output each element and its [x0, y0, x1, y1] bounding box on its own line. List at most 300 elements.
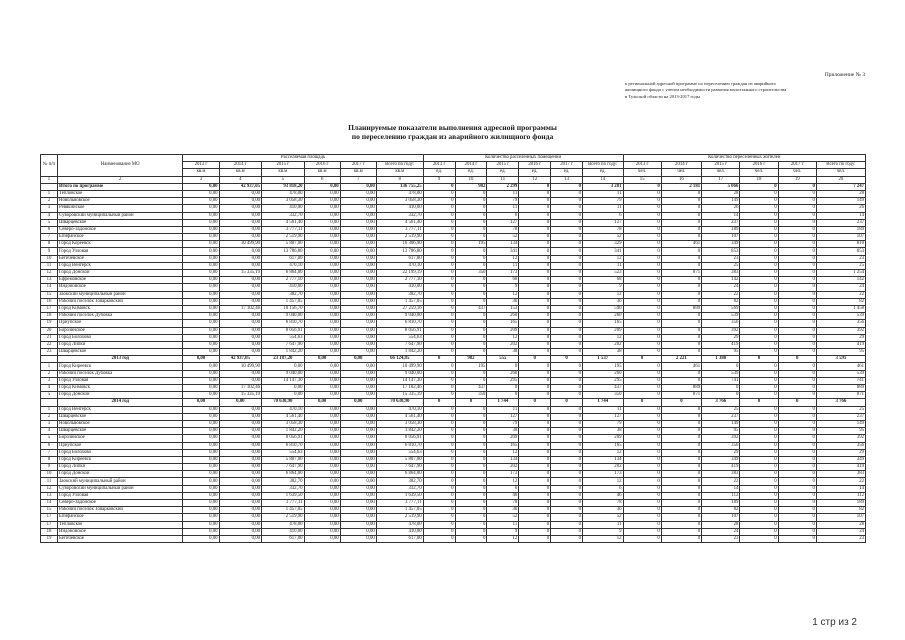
cell-value: 0,00	[304, 442, 340, 449]
row-number: 16	[41, 298, 58, 305]
header-unit: чел.	[661, 169, 701, 176]
cell-value: 0	[519, 528, 551, 535]
cell-value: 0	[661, 413, 701, 420]
cell-value: 52	[487, 234, 519, 241]
cell-value: 0	[551, 305, 583, 312]
cell-value: 22 199,19	[376, 270, 423, 277]
cell-value: 0,00	[304, 370, 340, 377]
municipality-name: Индоновское	[58, 528, 183, 535]
cell-value: 0	[423, 377, 455, 384]
cell-value: 0	[623, 284, 661, 291]
cell-value: 0	[551, 190, 583, 197]
cell-value: 8 056,91	[262, 435, 305, 442]
cell-value: 4 561,40	[376, 413, 423, 420]
cell-value: 0	[519, 262, 551, 269]
cell-value: 0	[455, 406, 487, 413]
row-number: 10	[41, 255, 58, 262]
row-number: 17	[41, 514, 58, 521]
cell-value: 356	[816, 320, 865, 327]
cell-value: 0,00	[219, 234, 262, 241]
cell-value: 68	[487, 277, 519, 284]
cell-value: 0	[661, 341, 701, 348]
cell-value: 0	[519, 478, 551, 485]
cell-value: 0	[519, 255, 551, 262]
row-number: 13	[41, 277, 58, 284]
cell-value: 0,00	[183, 377, 219, 384]
cell-value: 0	[519, 399, 551, 406]
cell-value: 0	[519, 241, 551, 248]
cell-value: 0	[623, 298, 661, 305]
cell-value: 0	[740, 270, 778, 277]
cell-value: 2 221	[661, 356, 701, 363]
cell-value: 356	[702, 320, 740, 327]
cell-value: 0,00	[340, 219, 376, 226]
cell-value: 0	[778, 327, 816, 334]
cell-value: 173	[487, 270, 519, 277]
cell-value: 419	[816, 464, 865, 471]
cell-value: 36	[583, 298, 623, 305]
cell-value: 12	[583, 255, 623, 262]
column-number: 15	[623, 176, 661, 183]
cell-value: 0	[740, 377, 778, 384]
cell-value: 0	[551, 399, 583, 406]
table-row	[41, 298, 866, 305]
cell-value: 70 630,90	[262, 399, 305, 406]
municipality-name: Шварцевское	[58, 349, 183, 356]
cell-value: 0	[778, 305, 816, 312]
cell-value: 0	[740, 356, 778, 363]
cell-value: 0,00	[219, 219, 262, 226]
table-body	[41, 183, 866, 542]
cell-value: 356	[816, 442, 865, 449]
municipality-name: Суворовский муниципальный район	[58, 212, 183, 219]
cell-value: 8 056,91	[262, 327, 305, 334]
cell-value: 0,00	[304, 485, 340, 492]
cell-value: 11	[487, 521, 519, 528]
cell-value: 0	[423, 305, 455, 312]
cell-value: 0	[623, 514, 661, 521]
cell-value: 0	[519, 413, 551, 420]
cell-value: 0,00	[219, 190, 262, 197]
cell-value: 0	[623, 248, 661, 255]
cell-value: 0	[455, 413, 487, 420]
cell-value: 0,00	[304, 212, 340, 219]
cell-value: 0	[519, 428, 551, 435]
municipality-name: Город Киреевск	[58, 456, 183, 463]
cell-value: 419	[702, 464, 740, 471]
cell-value: 0,00	[304, 449, 340, 456]
cell-value: 127	[487, 219, 519, 226]
cell-value: 0,00	[340, 341, 376, 348]
column-number: 1	[41, 176, 58, 183]
cell-value: 0	[623, 449, 661, 456]
cell-value: 5 807,00	[262, 456, 305, 463]
header-year: 2016 г	[304, 162, 340, 169]
cell-value: 0	[423, 435, 455, 442]
cell-value: 0,00	[340, 234, 376, 241]
cell-value: 554,63	[262, 449, 305, 456]
cell-value: 0	[551, 183, 583, 190]
cell-value: 461	[661, 241, 701, 248]
table-row	[41, 334, 866, 341]
cell-value: 0	[423, 313, 455, 320]
table-row	[41, 535, 866, 542]
cell-value: 0	[623, 363, 661, 370]
cell-value: 0,00	[340, 327, 376, 334]
cell-value: 0	[423, 183, 455, 190]
header-total: Всего по году:	[376, 162, 423, 169]
cell-value: 0,00	[340, 442, 376, 449]
cell-value: 25	[702, 406, 740, 413]
header-unit: чел.	[702, 169, 740, 176]
page-counter: 1 стр из 2	[812, 617, 857, 628]
cell-value: 0	[551, 413, 583, 420]
cell-value: 0	[423, 198, 455, 205]
cell-value: 189	[816, 226, 865, 233]
cell-value: 0	[519, 349, 551, 356]
cell-value: 23	[702, 255, 740, 262]
table-row	[41, 456, 866, 463]
cell-value: 410,00	[376, 528, 423, 535]
cell-value: 78	[487, 226, 519, 233]
column-number: 20	[816, 176, 865, 183]
cell-value: 0	[661, 528, 701, 535]
cell-value: 28	[702, 521, 740, 528]
cell-value: 12	[487, 449, 519, 456]
table-header	[41, 155, 866, 184]
municipality-name: Борозинское	[58, 435, 183, 442]
header-unit: кв.м	[304, 169, 340, 176]
cell-value: 0	[661, 370, 701, 377]
appendix-line: в Тульской области на 2013-2017 годы	[625, 93, 700, 99]
cell-value: 237	[702, 219, 740, 226]
table-row	[41, 262, 866, 269]
cell-value: 0	[661, 435, 701, 442]
cell-value: 0,00	[183, 507, 219, 514]
cell-value: 22	[702, 291, 740, 298]
cell-value: 0,00	[340, 205, 376, 212]
cell-value: 554,63	[376, 449, 423, 456]
cell-value: 0	[778, 471, 816, 478]
cell-value: 202	[487, 464, 519, 471]
cell-value: 382,70	[262, 291, 305, 298]
cell-value: 3 058,30	[376, 198, 423, 205]
cell-value: 0,00	[219, 478, 262, 485]
header-unit: кв.м	[376, 169, 423, 176]
cell-value: 79	[487, 420, 519, 427]
cell-value: 0	[551, 420, 583, 427]
column-number: 5	[262, 176, 305, 183]
cell-value: 0	[623, 399, 661, 406]
cell-value: 0	[551, 277, 583, 284]
header-year: 2015 г	[262, 162, 305, 169]
cell-value: 0,00	[304, 406, 340, 413]
cell-value: 0,00	[304, 456, 340, 463]
cell-value: 478,00	[376, 190, 423, 197]
cell-value: 0	[551, 313, 583, 320]
cell-value: 0	[740, 255, 778, 262]
table-row	[41, 305, 866, 312]
cell-value: 0	[551, 449, 583, 456]
cell-value: 0,00	[340, 248, 376, 255]
cell-value: 0	[661, 255, 701, 262]
cell-value: 0,00	[183, 341, 219, 348]
cell-value: 10 499,90	[219, 241, 262, 248]
cell-value: 0	[623, 392, 661, 399]
cell-value: 0	[778, 485, 816, 492]
municipality-name: Город Донской	[58, 392, 183, 399]
cell-value: 3 766	[702, 399, 740, 406]
cell-value: 0	[519, 190, 551, 197]
cell-value: 0	[519, 198, 551, 205]
municipality-name: Город Кореевск	[58, 241, 183, 248]
cell-value: 6 810,70	[262, 320, 305, 327]
cell-value: 0,00	[219, 399, 262, 406]
cell-value: 0	[778, 500, 816, 507]
cell-value: 11	[583, 521, 623, 528]
table-row	[41, 485, 866, 492]
cell-value: 0	[702, 392, 740, 399]
cell-value: 0	[661, 313, 701, 320]
cell-value: 0	[661, 514, 701, 521]
cell-value: 95	[816, 349, 865, 356]
cell-value: 0	[778, 241, 816, 248]
cell-value: 0,00	[304, 385, 340, 392]
cell-value: 0,00	[340, 370, 376, 377]
cell-value: 68	[583, 277, 623, 284]
cell-value: 0	[551, 270, 583, 277]
cell-value: 0,00	[262, 392, 305, 399]
cell-value: 0,00	[304, 471, 340, 478]
cell-value: 392	[702, 435, 740, 442]
cell-value: 11	[487, 190, 519, 197]
table-row	[41, 363, 866, 370]
cell-value: 78	[583, 226, 623, 233]
cell-value: 10 499,90	[219, 363, 262, 370]
cell-value: 0	[623, 428, 661, 435]
cell-value: 0	[740, 449, 778, 456]
municipality-name: Рабочий поселок Товарковский	[58, 298, 183, 305]
cell-value: 0	[455, 399, 487, 406]
cell-value: 0	[551, 226, 583, 233]
row-number: 5	[41, 219, 58, 226]
row-number: 5	[41, 435, 58, 442]
municipality-name: Город Болохово	[58, 449, 183, 456]
header-total: Всего по году:	[816, 162, 865, 169]
cell-value: 0	[740, 349, 778, 356]
cell-value: 0	[778, 478, 816, 485]
cell-value: 7 647,90	[376, 464, 423, 471]
cell-value: 0	[455, 190, 487, 197]
cell-value: 0,00	[340, 464, 376, 471]
cell-value: 0,00	[340, 190, 376, 197]
municipality-name: Шварцевское	[58, 219, 183, 226]
cell-value: 0	[623, 356, 661, 363]
cell-value: 4 561,40	[376, 219, 423, 226]
cell-value: 0,00	[304, 363, 340, 370]
cell-value: 0	[455, 226, 487, 233]
cell-value: 0,00	[183, 392, 219, 399]
cell-value: 539	[816, 370, 865, 377]
cell-value: 0,00	[340, 392, 376, 399]
cell-value: 0,00	[340, 262, 376, 269]
cell-value: 0,00	[340, 420, 376, 427]
cell-value: 95	[816, 428, 865, 435]
cell-value: 9	[583, 284, 623, 291]
cell-value: 0	[740, 363, 778, 370]
cell-value: 0,00	[219, 442, 262, 449]
cell-value: 0	[551, 248, 583, 255]
cell-value: 0	[778, 349, 816, 356]
cell-value: 0	[455, 284, 487, 291]
cell-value: 173	[583, 471, 623, 478]
row-number: 17	[41, 305, 58, 312]
cell-value: 349	[702, 456, 740, 463]
cell-value: 0,00	[219, 413, 262, 420]
cell-value: 195	[455, 363, 487, 370]
municipality-name: Рабочий поселок Дубовка	[58, 313, 183, 320]
cell-value: 0,00	[304, 535, 340, 542]
cell-value: 9	[487, 284, 519, 291]
cell-value: 0	[455, 500, 487, 507]
table-row	[41, 471, 866, 478]
cell-value: 14 147,30	[376, 377, 423, 384]
cell-value: 0	[778, 442, 816, 449]
row-number: 21	[41, 334, 58, 341]
cell-value: 237	[816, 413, 865, 420]
cell-value: 0	[778, 406, 816, 413]
cell-value: 0,00	[304, 399, 340, 406]
cell-value: 38	[583, 428, 623, 435]
cell-value: 0,00	[219, 313, 262, 320]
cell-value: 0	[778, 449, 816, 456]
cell-value: 0,00	[219, 521, 262, 528]
header-year: 2014 г	[219, 162, 262, 169]
cell-value: 0	[623, 456, 661, 463]
cell-value: 0	[519, 363, 551, 370]
cell-value: 0,00	[219, 492, 262, 499]
cell-value: 0	[740, 385, 778, 392]
cell-value: 1 537	[583, 356, 623, 363]
header-year: 2013 г	[183, 162, 219, 169]
municipality-name: Город Кимовск	[58, 385, 183, 392]
cell-value: 0,00	[304, 305, 340, 312]
cell-value: 437	[455, 385, 487, 392]
cell-value: 6	[583, 485, 623, 492]
header-unit: ед.	[455, 169, 487, 176]
municipality-name: Итого по программе	[58, 183, 183, 190]
cell-value: 0,00	[183, 435, 219, 442]
cell-value: 1 458	[816, 305, 865, 312]
cell-value: 2 519,90	[262, 234, 305, 241]
cell-value: 1 457,05	[262, 298, 305, 305]
cell-value: 82	[816, 507, 865, 514]
cell-value: 0	[740, 492, 778, 499]
municipality-name: Город Болохово	[58, 334, 183, 341]
column-number: 2	[58, 176, 183, 183]
row-number: 1	[41, 406, 58, 413]
cell-value: 260	[487, 370, 519, 377]
cell-value: 3 777,11	[376, 500, 423, 507]
cell-value: 0	[551, 435, 583, 442]
cell-value: 0,00	[183, 284, 219, 291]
header-unit: ед.	[487, 169, 519, 176]
row-number: 3	[41, 377, 58, 384]
cell-value: 0	[519, 356, 551, 363]
cell-value: 142	[702, 277, 740, 284]
cell-value: 78	[583, 500, 623, 507]
cell-value: 6 864,00	[376, 471, 423, 478]
table-row	[41, 190, 866, 197]
cell-value: 0,00	[183, 428, 219, 435]
cell-value: 0	[455, 327, 487, 334]
cell-value: 28	[816, 521, 865, 528]
cell-value: 741	[702, 377, 740, 384]
table-row	[41, 270, 866, 277]
cell-value: 15 335,19	[219, 270, 262, 277]
cell-value: 0	[551, 349, 583, 356]
row-number: 9	[41, 248, 58, 255]
cell-value: 0,00	[219, 420, 262, 427]
cell-value: 0	[740, 226, 778, 233]
cell-value: 0	[623, 528, 661, 535]
cell-value: 0,00	[219, 449, 262, 456]
cell-value: 12	[583, 535, 623, 542]
cell-value: 0	[519, 535, 551, 542]
cell-value: 0,00	[340, 363, 376, 370]
cell-value: 0	[519, 492, 551, 499]
column-number: 4	[219, 176, 262, 183]
cell-value: 0	[423, 320, 455, 327]
cell-value: 0,00	[304, 284, 340, 291]
cell-value: 0	[623, 535, 661, 542]
cell-value: 0	[623, 507, 661, 514]
cell-value: 0	[661, 327, 701, 334]
cell-value: 15 335,19	[219, 392, 262, 399]
cell-value: 0	[551, 198, 583, 205]
appendix-line: к региональной адресной программе по переселению граждан из аварийного	[625, 81, 776, 87]
cell-value: 136 755,25	[376, 183, 423, 190]
table-row	[41, 241, 866, 248]
cell-value: 0,00	[304, 521, 340, 528]
cell-value: 0,00	[183, 349, 219, 356]
cell-value: 0	[455, 449, 487, 456]
cell-value: 0	[455, 521, 487, 528]
cell-value: 0	[623, 478, 661, 485]
cell-value: 13 786,80	[262, 248, 305, 255]
cell-value: 478,00	[262, 521, 305, 528]
cell-value: 0	[423, 341, 455, 348]
table-row	[41, 341, 866, 348]
cell-value: 0	[423, 521, 455, 528]
cell-value: 0	[623, 413, 661, 420]
cell-value: 0	[740, 327, 778, 334]
cell-value: 0,00	[183, 500, 219, 507]
column-number: 18	[740, 176, 778, 183]
row-number: 12	[41, 270, 58, 277]
cell-value: 0	[551, 492, 583, 499]
cell-value: 0,00	[304, 298, 340, 305]
cell-value: 0	[423, 298, 455, 305]
cell-value: 0	[740, 528, 778, 535]
municipality-name: Новольвовское	[58, 420, 183, 427]
table-row	[41, 291, 866, 298]
cell-value: 189	[816, 500, 865, 507]
column-number: 7	[340, 176, 376, 183]
cell-value: 0	[778, 370, 816, 377]
cell-value: 0,00	[340, 507, 376, 514]
cell-value: 0	[423, 514, 455, 521]
